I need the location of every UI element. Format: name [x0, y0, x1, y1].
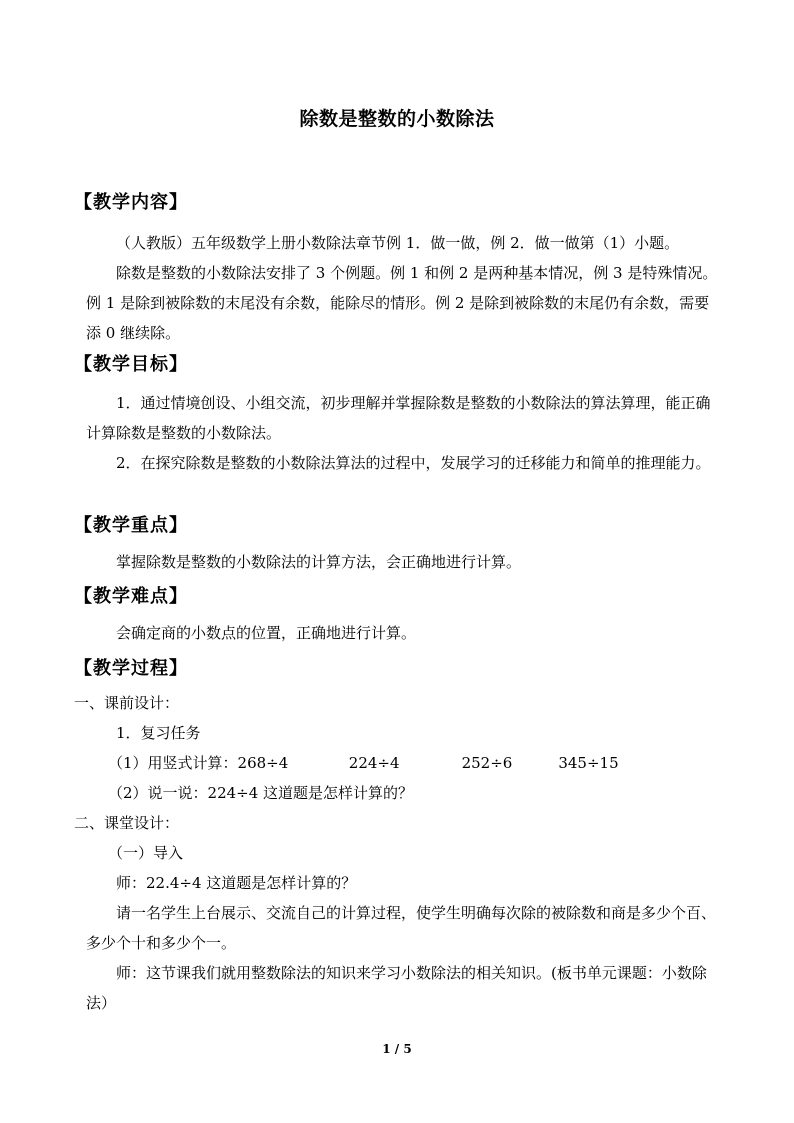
goals-paragraph-1: 1．通过情境创设、小组交流，初步理解并掌握除数是整数的小数除法的算法算理，能正确计算除数是整数的小数除法。: [86, 394, 711, 442]
student-show-paragraph: 请一名学生上台展示、交流自己的计算过程，使学生明确每次除的被除数和商是多少个百、多少个十和多少个一。: [86, 904, 717, 952]
content-paragraph-2: 除数是整数的小数除法安排了 3 个例题。例 1 和例 2 是两种基本情况，例 3 是特殊情况。例 1 是除到被除数的末尾没有余数，能除尽的情形。例 2 是除到被除数的末尾仍有余数，需要添 0 继续除。: [86, 264, 718, 342]
content-paragraph-1: （人教版）五年级数学上册小数除法章节例 1．做一做，例 2．做一做第（1）小题。: [116, 234, 680, 252]
class-design-heading: 二、课堂设计：: [74, 814, 180, 832]
review-task-item: 1．复习任务: [116, 724, 201, 742]
heading-teaching-content: 【教学内容】: [74, 192, 188, 213]
heading-teaching-goals: 【教学目标】: [74, 354, 188, 375]
key-points-paragraph: 掌握除数是整数的小数除法的计算方法，会正确地进行计算。: [116, 553, 522, 571]
calc-item-2: 224÷4: [348, 754, 400, 772]
teacher-closing-paragraph: 师：这节课我们就用整数除法的知识来学习小数除法的相关知识。(板书单元课题：小数除法）: [86, 964, 707, 1012]
heading-key-points: 【教学重点】: [74, 515, 188, 536]
heading-teaching-process: 【教学过程】: [74, 658, 188, 679]
pre-class-design-heading: 一、课前设计：: [74, 694, 180, 712]
intro-subheading: （一）导入: [108, 844, 184, 862]
say-question: （2）说一说：224÷4 这道题是怎样计算的？: [108, 784, 414, 802]
difficulties-paragraph: 会确定商的小数点的位置，正确地进行计算。: [116, 624, 417, 642]
calculation-row: [108, 748, 619, 778]
calc-item-4: 345÷15: [558, 754, 619, 772]
heading-difficulties: 【教学难点】: [74, 586, 188, 607]
calc-item-1: （1）用竖式计算：268÷4: [108, 754, 289, 772]
document-title: 除数是整数的小数除法: [299, 108, 495, 130]
page-number: 1 / 5: [382, 1042, 412, 1056]
teacher-question: 师：22.4÷4 这道题是怎样计算的？: [116, 874, 357, 892]
goals-paragraph-2: 2．在探究除数是整数的小数除法算法的过程中，发展学习的迁移能力和简单的推理能力。: [116, 454, 711, 472]
calc-item-3: 252÷6: [461, 754, 513, 772]
